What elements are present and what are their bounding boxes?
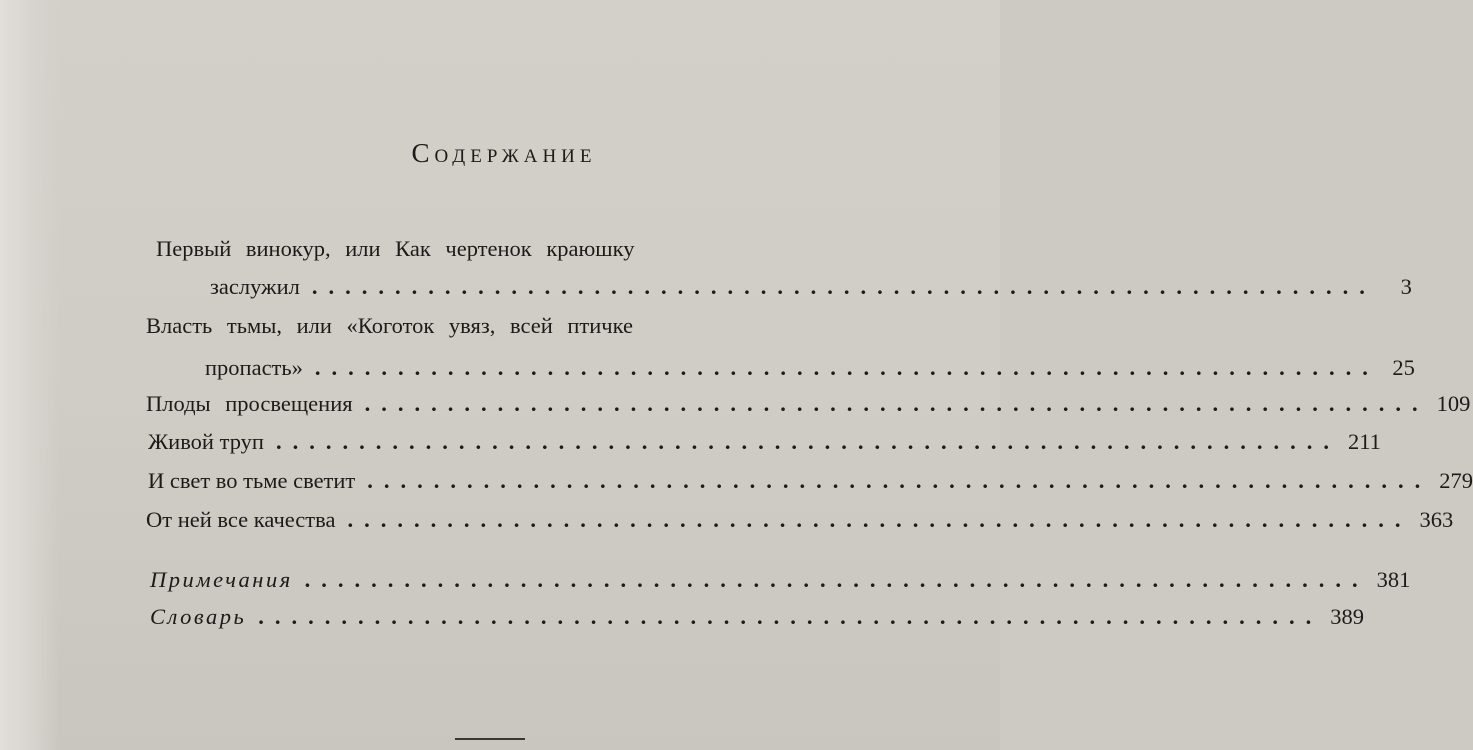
- page-number: 25: [1392, 355, 1415, 380]
- page-number: 109: [1436, 391, 1471, 416]
- dot-leader: ................................................................: [367, 468, 1432, 493]
- dot-leader: ................................................................: [314, 355, 1379, 380]
- dot-leader: ................................................................: [347, 507, 1412, 532]
- toc-entry-title: Живой труп: [148, 429, 264, 454]
- toc-entry-8[interactable]: [150, 600, 1364, 634]
- toc-entry-5[interactable]: [148, 464, 1473, 498]
- page-number: 279: [1439, 468, 1473, 493]
- toc-entry-6[interactable]: [146, 503, 1454, 537]
- toc-entry-3[interactable]: [146, 387, 1471, 421]
- toc-entry-2[interactable]: [205, 351, 1415, 385]
- dot-leader: ................................................................: [258, 604, 1323, 629]
- toc-entry-4[interactable]: [148, 425, 1381, 459]
- page-number: 381: [1376, 567, 1411, 592]
- toc-entry-title: пропасть»: [205, 355, 303, 380]
- toc-entry-2-line1: Власть тьмы, или «Коготок увяз, всей птичке: [146, 313, 633, 338]
- toc-entry-title: Плоды просвещения: [146, 391, 353, 416]
- page-number: 389: [1330, 604, 1364, 629]
- page-title: Содержание: [411, 138, 597, 168]
- page-number: 211: [1347, 429, 1381, 454]
- dot-leader: ................................................................: [311, 274, 1376, 299]
- toc-entry-7[interactable]: [150, 563, 1411, 597]
- dot-leader: ................................................................: [275, 429, 1340, 454]
- toc-entry-1[interactable]: [210, 270, 1412, 304]
- page-number: 3: [1400, 274, 1412, 299]
- toc-entry-title: От ней все качества: [146, 507, 336, 532]
- toc-entry-title: И свет во тьме светит: [148, 468, 356, 493]
- toc-entry-title: заслужил: [210, 274, 300, 299]
- dot-leader: ................................................................: [304, 567, 1369, 592]
- toc-entry-title: Примечания: [150, 567, 293, 592]
- dot-leader: ................................................................: [364, 391, 1429, 416]
- bottom-rule: [455, 738, 525, 740]
- toc-entry-1-line1: Первый винокур, или Как чертенок краюшку: [156, 236, 635, 261]
- page-number: 363: [1419, 507, 1454, 532]
- toc-entry-title: Словарь: [150, 604, 247, 629]
